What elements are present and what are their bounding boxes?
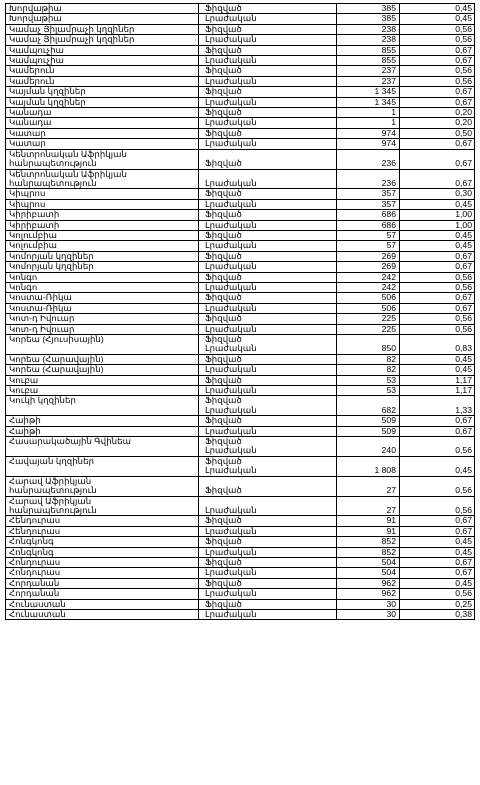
country-cell: Կիպրոս (6, 199, 199, 209)
code-cell: 269 (337, 251, 400, 261)
person-type-cell: Լրաժական (199, 14, 337, 24)
code-cell: 1 808 (337, 456, 400, 476)
person-type-cell: Լրաժական (199, 97, 337, 107)
country-cell: Կոտ-դ Իվուար (6, 314, 199, 324)
person-type-line: Ֆիզված (205, 395, 242, 406)
country-name: Կուկի կղզիներ (9, 395, 76, 406)
code-cell: 385 (337, 14, 400, 24)
rate-cell: 0,56 (400, 324, 475, 334)
person-type-line: Լրաժական (205, 465, 257, 476)
country-cell: Հենդուրաս (6, 516, 199, 526)
code-cell: 225 (337, 314, 400, 324)
code-cell: 240 (337, 437, 400, 457)
country-cell (6, 476, 199, 496)
country-cell (6, 335, 199, 355)
rate-cell: 0,56 (400, 437, 475, 457)
person-type-cell: Լրաժական (199, 386, 337, 396)
table-row (6, 365, 475, 375)
person-type-cell: Լրաժական (199, 118, 337, 128)
country-cell: Կոնգո (6, 272, 199, 282)
code-cell: 504 (337, 557, 400, 567)
rate-cell: 0,67 (400, 87, 475, 97)
table-row (6, 293, 475, 303)
country-cell: Հաիթի (6, 426, 199, 436)
code-cell: 682 (337, 396, 400, 416)
country-cell: Կոլումբիա (6, 230, 199, 240)
country-cell: Հենդուրաս (6, 526, 199, 536)
person-type-cell: Ֆիզված (199, 375, 337, 385)
person-type-cell: Ֆիզված (199, 87, 337, 97)
rate-cell: 0,45 (400, 456, 475, 476)
table-row (6, 108, 475, 118)
person-type-cell: Լրաժական (199, 568, 337, 578)
table-row (6, 568, 475, 578)
table-row (6, 496, 475, 516)
person-type-cell: Լրաժական (199, 199, 337, 209)
table-row (6, 87, 475, 97)
code-cell: 53 (337, 375, 400, 385)
table-row (6, 437, 475, 457)
rate-cell: 0,67 (400, 251, 475, 261)
code-cell: 242 (337, 272, 400, 282)
table-row (6, 97, 475, 107)
country-cell: Կատար (6, 139, 199, 149)
code-cell: 27 (337, 496, 400, 516)
code-cell: 1 345 (337, 97, 400, 107)
code-cell: 509 (337, 416, 400, 426)
rate-cell: 0,67 (400, 45, 475, 55)
rate-cell: 0,67 (400, 56, 475, 66)
person-type-cell: Լրաժական (199, 169, 337, 189)
country-cell: Խորվաթիա (6, 14, 199, 24)
person-type-cell: Ֆիզված (199, 108, 337, 118)
code-cell: 1 345 (337, 87, 400, 97)
table-row (6, 230, 475, 240)
person-type-cell: Ֆիզված (199, 557, 337, 567)
table-row (6, 45, 475, 55)
person-type-line: Ֆիզված (205, 334, 242, 344)
country-cell: Կոստա-Ռիկա (6, 293, 199, 303)
country-cell: Կայման կղզիներ (6, 87, 199, 97)
country-cell: Կուբա (6, 375, 199, 385)
code-cell: 238 (337, 24, 400, 34)
person-type-cell: Ֆիզված (199, 149, 337, 169)
table-row (6, 272, 475, 282)
country-cell (6, 149, 199, 169)
code-cell: 962 (337, 578, 400, 588)
rate-cell: 0,67 (400, 516, 475, 526)
country-cell: Կամաչ Յիլամրաչի կղզիներ (6, 35, 199, 45)
country-cell: Հոնդուրաս (6, 568, 199, 578)
rate-cell: 1,00 (400, 220, 475, 230)
rate-cell: 0,25 (400, 599, 475, 609)
country-cell: Հոնգկոնգ (6, 537, 199, 547)
person-type-cell: Ֆիզված (199, 210, 337, 220)
country-cell: Կանադա (6, 108, 199, 118)
rate-cell: 0,56 (400, 282, 475, 292)
code-cell: 385 (337, 4, 400, 14)
table-row (6, 199, 475, 209)
person-type-cell: Լրաժական (199, 220, 337, 230)
table-row (6, 262, 475, 272)
table-row (6, 557, 475, 567)
country-cell: Կոստա-Ռիկա (6, 303, 199, 313)
table-row (6, 375, 475, 385)
table-row (6, 169, 475, 189)
country-name-line: Կենտրոնական Աֆրիկյան (9, 169, 127, 179)
country-cell: Կայման կղզիներ (6, 97, 199, 107)
rate-cell: 0,67 (400, 426, 475, 436)
person-type-cell: Ֆիզված (199, 230, 337, 240)
rate-cell: 0,45 (400, 354, 475, 364)
rate-cell: 0,56 (400, 589, 475, 599)
rate-cell: 0,67 (400, 416, 475, 426)
rate-cell: 0,56 (400, 272, 475, 282)
country-cell: Հորդանան (6, 589, 199, 599)
table-row (6, 516, 475, 526)
person-type-cell: Ֆիզված (199, 476, 337, 496)
country-name-line: հանրապետություն (9, 158, 97, 169)
code-cell: 82 (337, 354, 400, 364)
rate-cell: 0,45 (400, 241, 475, 251)
code-cell: 236 (337, 169, 400, 189)
rate-cell: 0,20 (400, 118, 475, 128)
table-row (6, 4, 475, 14)
rate-cell: 0,56 (400, 35, 475, 45)
rate-cell: 0,67 (400, 557, 475, 567)
person-type-cell: Լրաժական (199, 609, 337, 619)
code-cell: 269 (337, 262, 400, 272)
code-cell: 82 (337, 365, 400, 375)
code-cell: 30 (337, 609, 400, 619)
person-type-line: Լրաժական (205, 445, 257, 456)
rate-cell: 0,50 (400, 128, 475, 138)
table-row (6, 128, 475, 138)
person-type-cell: Լրաժական (199, 547, 337, 557)
rate-cell: 1,17 (400, 386, 475, 396)
person-type-cell: Ֆիզված (199, 516, 337, 526)
person-type-cell: Լրաժական (199, 426, 337, 436)
country-cell: Խորվաթիա (6, 4, 199, 14)
table-row (6, 66, 475, 76)
country-cell: Կիրիբատի (6, 220, 199, 230)
table-row (6, 537, 475, 547)
country-cell (6, 456, 199, 476)
rate-cell: 0,45 (400, 199, 475, 209)
table-row (6, 314, 475, 324)
rate-cell: 0,56 (400, 496, 475, 516)
person-type-cell: Լրաժական (199, 282, 337, 292)
person-type-cell: Ֆիզված (199, 24, 337, 34)
code-cell: 850 (337, 335, 400, 355)
person-type-cell: Լրաժական (199, 589, 337, 599)
person-type-cell: Ֆիզված (199, 66, 337, 76)
country-cell (6, 396, 199, 416)
rates-table-body (6, 4, 475, 620)
person-type-cell: Լրաժական (199, 56, 337, 66)
code-cell: 855 (337, 56, 400, 66)
country-name-line: հանրապետություն (9, 177, 97, 188)
table-row (6, 189, 475, 199)
person-type-cell: Լրաժական (199, 324, 337, 334)
table-row (6, 24, 475, 34)
person-type-cell: Լրաժական (199, 139, 337, 149)
person-type-cell: Ֆիզված (199, 578, 337, 588)
country-cell: Կամպուչիա (6, 45, 199, 55)
table-row (6, 386, 475, 396)
code-cell: 686 (337, 210, 400, 220)
person-type-cell: Լրաժական (199, 35, 337, 45)
code-cell: 1 (337, 108, 400, 118)
person-type-cell: Ֆիզված (199, 314, 337, 324)
rate-cell: 0,30 (400, 189, 475, 199)
code-cell: 30 (337, 599, 400, 609)
rate-cell: 0,67 (400, 293, 475, 303)
person-type-cell: Ֆիզված (199, 189, 337, 199)
rate-cell: 0,67 (400, 303, 475, 313)
code-cell: 237 (337, 66, 400, 76)
country-cell: Կոտ-դ Իվուար (6, 324, 199, 334)
person-type-cell: Լրաժական (199, 526, 337, 536)
table-row (6, 76, 475, 86)
person-type-line: Լրաժական (205, 404, 257, 415)
rate-cell: 0,56 (400, 314, 475, 324)
code-cell: 242 (337, 282, 400, 292)
country-cell: Կոմորյան կղզիներ (6, 251, 199, 261)
rate-cell: 0,67 (400, 149, 475, 169)
code-cell: 57 (337, 230, 400, 240)
country-cell: Կամերուն (6, 66, 199, 76)
rate-cell: 0,56 (400, 476, 475, 496)
rates-table (5, 3, 475, 620)
person-type-cell (199, 456, 337, 476)
table-row (6, 251, 475, 261)
person-type-cell: Լրաժական (199, 262, 337, 272)
country-cell: Կոնգո (6, 282, 199, 292)
country-name-line: Կենտրոնական Աֆրիկյան (9, 149, 127, 159)
person-type-line: Ֆիզված (205, 436, 242, 447)
table-row (6, 354, 475, 364)
table-row (6, 210, 475, 220)
code-cell: 236 (337, 149, 400, 169)
country-cell: Կիրիբատի (6, 210, 199, 220)
rate-cell: 0,56 (400, 76, 475, 86)
table-row (6, 324, 475, 334)
person-type-line: Լրաժական (205, 343, 257, 354)
country-cell: Կանադա (6, 118, 199, 128)
code-cell: 357 (337, 189, 400, 199)
person-type-cell: Լրաժական (199, 76, 337, 86)
table-row (6, 56, 475, 66)
rate-cell: 0,45 (400, 537, 475, 547)
code-cell: 357 (337, 199, 400, 209)
country-name: Հասարակածային Գվինեա (9, 436, 131, 447)
country-cell: Կամպուչիա (6, 56, 199, 66)
rate-cell: 0,45 (400, 547, 475, 557)
code-cell: 962 (337, 589, 400, 599)
table-row (6, 578, 475, 588)
country-cell (6, 496, 199, 516)
rate-cell: 0,38 (400, 609, 475, 619)
rate-cell: 0,56 (400, 24, 475, 34)
country-cell: Կոմորյան կղզիներ (6, 262, 199, 272)
rate-cell: 1,00 (400, 210, 475, 220)
table-row (6, 149, 475, 169)
table-row (6, 589, 475, 599)
country-cell: Հունաստան (6, 609, 199, 619)
code-cell: 225 (337, 324, 400, 334)
person-type-cell: Ֆիզված (199, 416, 337, 426)
rate-cell: 0,45 (400, 4, 475, 14)
code-cell: 91 (337, 516, 400, 526)
code-cell: 686 (337, 220, 400, 230)
table-row (6, 303, 475, 313)
country-name-line: հանրապետություն (9, 504, 97, 515)
table-row (6, 35, 475, 45)
country-cell: Կամերուն (6, 76, 199, 86)
country-cell: Հունաստան (6, 599, 199, 609)
table-row (6, 282, 475, 292)
person-type-cell: Ֆիզված (199, 272, 337, 282)
code-cell: 509 (337, 426, 400, 436)
table-row (6, 547, 475, 557)
person-type-cell: Ֆիզված (199, 251, 337, 261)
country-name-line: Հարավ Աֆրիկյան (9, 476, 92, 486)
person-type-cell: Ֆիզված (199, 293, 337, 303)
table-row (6, 220, 475, 230)
rate-cell: 0,83 (400, 335, 475, 355)
code-cell: 974 (337, 139, 400, 149)
country-cell: Հոնգկոնգ (6, 547, 199, 557)
code-cell: 1 (337, 118, 400, 128)
code-cell: 91 (337, 526, 400, 536)
rate-cell: 0,67 (400, 526, 475, 536)
code-cell: 27 (337, 476, 400, 496)
rate-cell: 0,20 (400, 108, 475, 118)
rate-cell: 0,67 (400, 139, 475, 149)
person-type-cell: Ֆիզված (199, 4, 337, 14)
code-cell: 238 (337, 35, 400, 45)
table-row (6, 599, 475, 609)
table-row (6, 241, 475, 251)
country-cell: Կիպրոս (6, 189, 199, 199)
person-type-cell (199, 335, 337, 355)
country-name: Կորեա (Հյուսիսային) (9, 334, 104, 345)
code-cell: 57 (337, 241, 400, 251)
person-type-cell (199, 396, 337, 416)
table-row (6, 14, 475, 24)
table-row (6, 335, 475, 355)
table-row (6, 426, 475, 436)
country-cell: Կուբա (6, 386, 199, 396)
rate-cell: 1,33 (400, 396, 475, 416)
rate-cell: 0,45 (400, 365, 475, 375)
table-row (6, 118, 475, 128)
code-cell: 53 (337, 386, 400, 396)
person-type-cell: Լրաժական (199, 241, 337, 251)
rate-cell: 0,45 (400, 578, 475, 588)
rate-cell: 0,67 (400, 97, 475, 107)
country-cell: Կամաչ Յիլամրաչի կղզիներ (6, 24, 199, 34)
country-cell: Կորեա (Հարավային) (6, 354, 199, 364)
country-name: Հավայան կղզիներ (9, 456, 95, 466)
country-cell: Հորդանան (6, 578, 199, 588)
rate-cell: 0,67 (400, 262, 475, 272)
person-type-cell: Ֆիզված (199, 354, 337, 364)
person-type-cell: Ֆիզված (199, 128, 337, 138)
country-cell: Կոլումբիա (6, 241, 199, 251)
table-row (6, 609, 475, 619)
rate-cell: 1,17 (400, 375, 475, 385)
person-type-cell: Ֆիզված (199, 599, 337, 609)
rate-cell: 0,45 (400, 14, 475, 24)
country-cell: Կորեա (Հարավային) (6, 365, 199, 375)
code-cell: 852 (337, 547, 400, 557)
table-row (6, 396, 475, 416)
rate-cell: 0,45 (400, 230, 475, 240)
country-cell: Հաիթի (6, 416, 199, 426)
table-row (6, 139, 475, 149)
code-cell: 237 (337, 76, 400, 86)
person-type-cell: Լրաժական (199, 365, 337, 375)
rate-cell: 0,67 (400, 568, 475, 578)
table-row (6, 456, 475, 476)
code-cell: 506 (337, 303, 400, 313)
country-cell: Կատար (6, 128, 199, 138)
rate-cell: 0,56 (400, 66, 475, 76)
country-name-line: Հարավ Աֆրիկյան (9, 496, 92, 506)
country-cell: Հոնդուրաս (6, 557, 199, 567)
person-type-cell: Ֆիզված (199, 45, 337, 55)
table-row (6, 416, 475, 426)
code-cell: 506 (337, 293, 400, 303)
country-cell (6, 169, 199, 189)
code-cell: 974 (337, 128, 400, 138)
code-cell: 855 (337, 45, 400, 55)
person-type-cell: Լրաժական (199, 496, 337, 516)
code-cell: 504 (337, 568, 400, 578)
table-row (6, 476, 475, 496)
country-name-line: հանրապետություն (9, 485, 97, 496)
rate-cell: 0,67 (400, 169, 475, 189)
code-cell: 852 (337, 537, 400, 547)
country-cell (6, 437, 199, 457)
person-type-line: Ֆիզված (205, 456, 242, 466)
person-type-cell: Ֆիզված (199, 537, 337, 547)
table-row (6, 526, 475, 536)
person-type-cell (199, 437, 337, 457)
person-type-cell: Լրաժական (199, 303, 337, 313)
